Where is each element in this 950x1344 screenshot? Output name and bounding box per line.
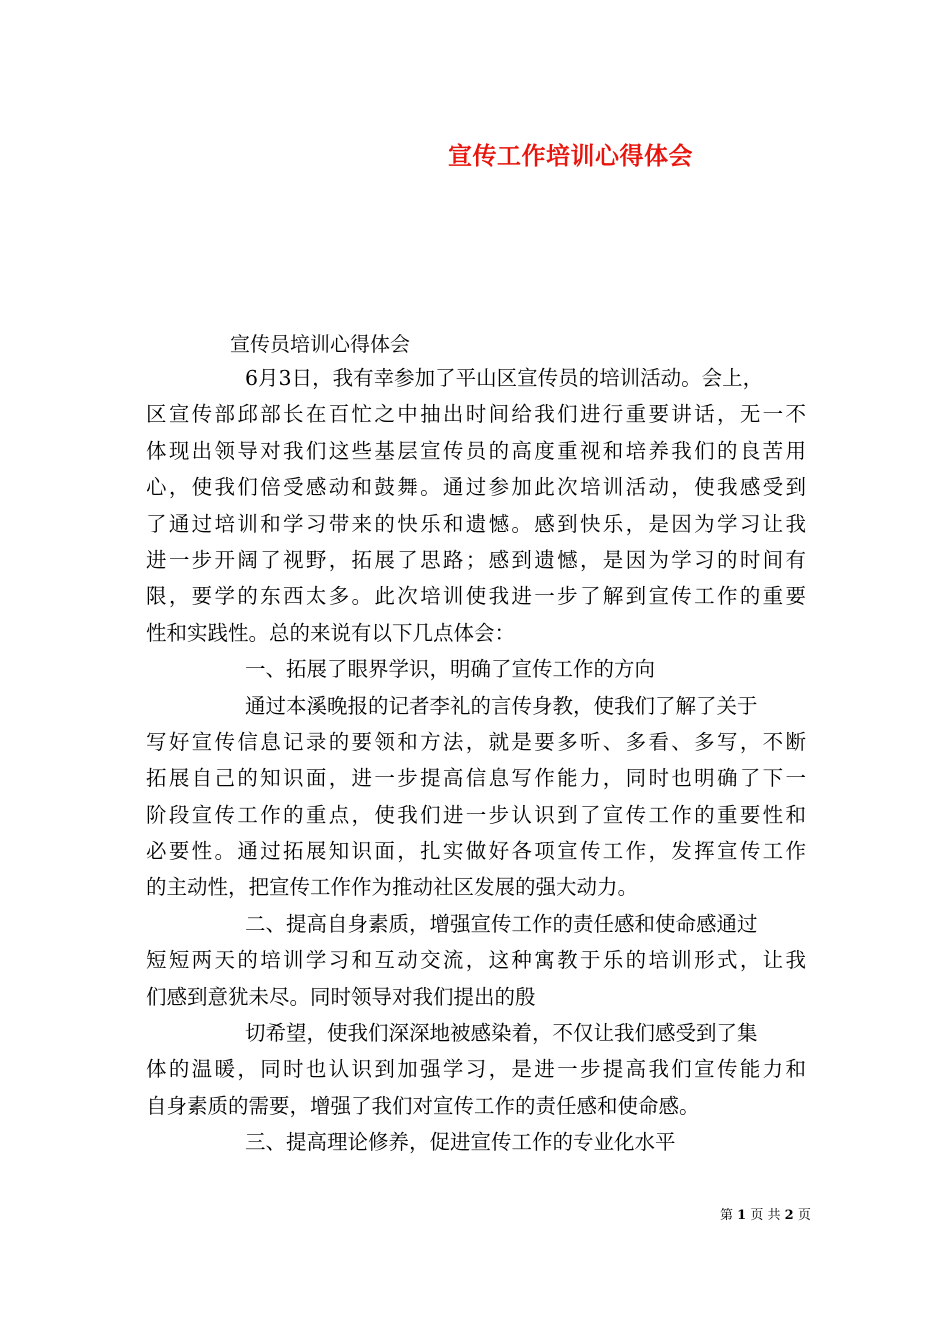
- footer-total-pages: 2: [784, 1208, 794, 1223]
- paragraph-line: 6月3日，我有幸参加了平山区宣传员的培训活动。会上，: [245, 366, 764, 390]
- paragraph-line: 切希望，使我们深深地被感染着，不仅让我们感受到了集: [245, 1021, 758, 1046]
- paragraph-line: 写好宣传信息记录的要领和方法，就是要多听、多看、多写，不断: [146, 729, 806, 754]
- paragraph-line: 拓展自己的知识面，进一步提高信息写作能力，同时也明确了下一: [146, 766, 806, 791]
- section-heading: 三、提高理论修养，促进宣传工作的专业化水平: [245, 1130, 676, 1155]
- footer-suffix: 页: [797, 1208, 811, 1223]
- footer-page-number: 1: [737, 1208, 747, 1223]
- paragraph-line: 们感到意犹未尽。同时领导对我们提出的殷: [146, 984, 536, 1009]
- paragraph-line: 自身素质的需要，增强了我们对宣传工作的责任感和使命感。: [146, 1093, 700, 1118]
- footer-middle: 页 共: [750, 1208, 781, 1223]
- section-heading: 一、拓展了眼界学识，明确了宣传工作的方向: [245, 657, 655, 682]
- paragraph-line: 进一步开阔了视野，拓展了思路；感到遗憾，是因为学习的时间有: [146, 547, 806, 572]
- paragraph-line: 区宣传部邱部长在百忙之中抽出时间给我们进行重要讲话，无一不: [146, 402, 806, 427]
- paragraph-line: 体现出领导对我们这些基层宣传员的高度重视和培养我们的良苦用: [146, 438, 806, 463]
- paragraph-line: 心，使我们倍受感动和鼓舞。通过参加此次培训活动，使我感受到: [146, 475, 806, 500]
- paragraph-line: 阶段宣传工作的重点，使我们进一步认识到了宣传工作的重要性和: [146, 802, 806, 827]
- document-body: [146, 360, 806, 1161]
- document-subtitle: 宣传员培训心得体会: [230, 332, 410, 356]
- document-title: 宣传工作培训心得体会: [448, 141, 693, 170]
- paragraph-line: 了通过培训和学习带来的快乐和遗憾。感到快乐，是因为学习让我: [146, 511, 806, 536]
- page-footer: [720, 1204, 811, 1223]
- footer-prefix: 第: [720, 1208, 734, 1223]
- paragraph-line: 限，要学的东西太多。此次培训使我进一步了解到宣传工作的重要: [146, 584, 806, 609]
- paragraph-line: 体的温暖，同时也认识到加强学习，是进一步提高我们宣传能力和: [146, 1057, 806, 1082]
- paragraph-line: 的主动性，把宣传工作作为推动社区发展的强大动力。: [146, 875, 638, 900]
- paragraph-line: 短短两天的培训学习和互动交流，这种寓教于乐的培训形式，让我: [146, 948, 806, 973]
- paragraph-line: 性和实践性。总的来说有以下几点体会：: [146, 620, 515, 645]
- paragraph-line: 必要性。通过拓展知识面，扎实做好各项宣传工作，发挥宣传工作: [146, 839, 806, 864]
- section-heading: 二、提高自身素质，增强宣传工作的责任感和使命感通过: [245, 911, 758, 936]
- paragraph-line: 通过本溪晚报的记者李礼的言传身教，使我们了解了关于: [245, 693, 758, 718]
